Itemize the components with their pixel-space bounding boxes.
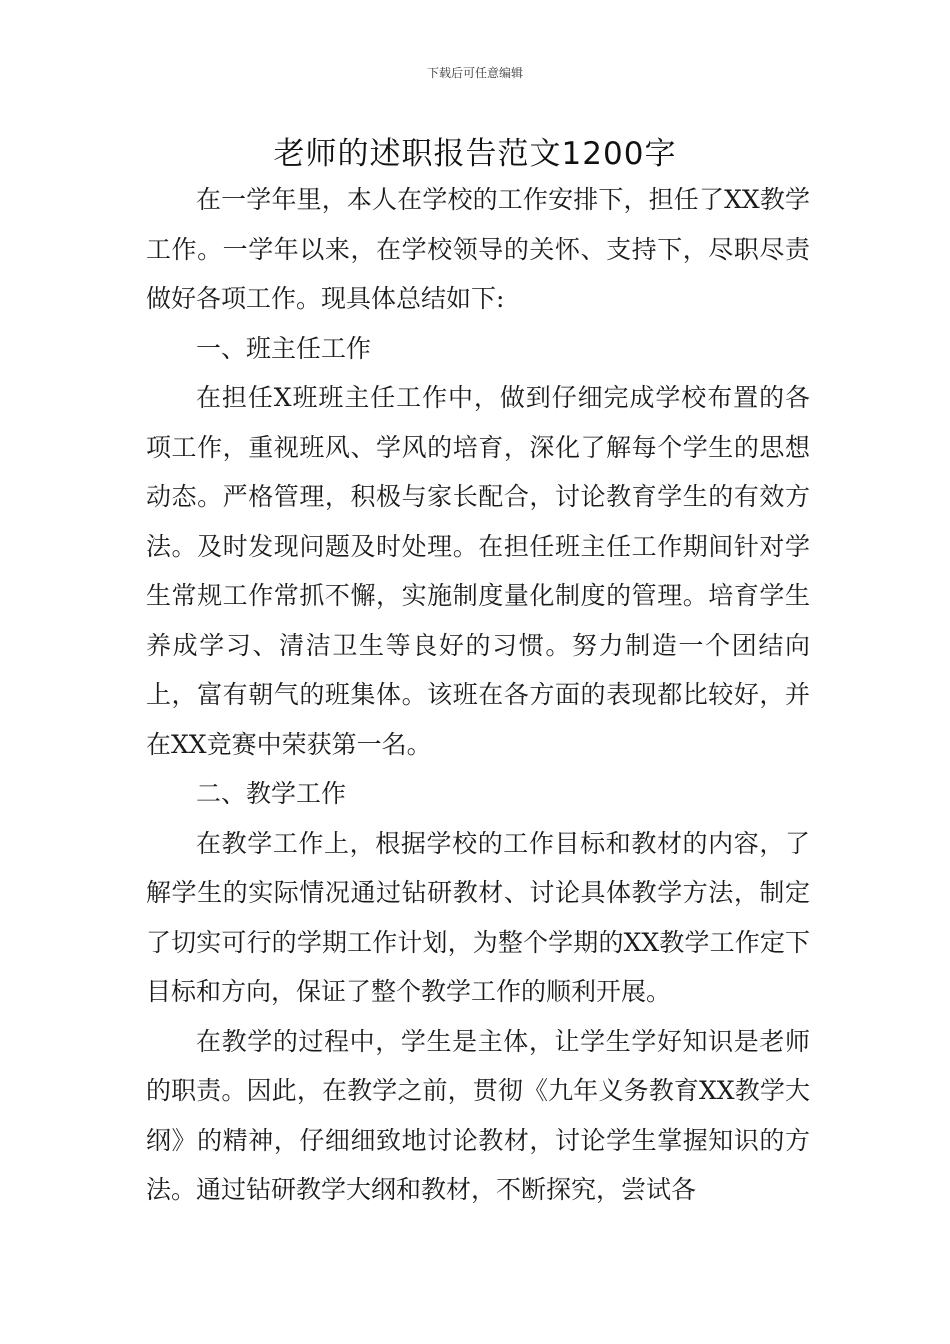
paragraph-teaching-plan: 在教学工作上，根据学校的工作目标和教材的内容，了解学生的实际情况通过钻研教材、讨论具体教学方法，制定了切实可行的学期工作计划，为整个学期的XX教学工作定下目标和方向，保证了整个教学工作的顺利开展。 bbox=[146, 828, 810, 1006]
section-heading-head-teacher: 一、班主任工作 bbox=[196, 333, 372, 363]
paragraph-head-teacher: 在担任X班班主任工作中，做到仔细完成学校布置的各项工作，重视班风、学风的培育，深化了解每个学生的思想动态。严格管理，积极与家长配合，讨论教育学生的有效方法。及时发现问题及时处理。在担任班主任工作期间针对学生常规工作常抓不懈，实施制度量化制度的管理。培育学生养成学习、清洁卫生等良好的习惯。努力制造一个团结向上，富有朝气的班集体。该班在各方面的表现都比较好，并在XX竞赛中荣获第一名。 bbox=[146, 383, 810, 759]
paragraph-teaching-process: 在教学的过程中，学生是主体，让学生学好知识是老师的职责。因此，在教学之前，贯彻《九年义务教育XX教学大纲》的精神，仔细细致地讨论教材，讨论学生掌握知识的方法。通过钻研教学大纲和教材，不断探究，尝试各 bbox=[146, 1026, 810, 1204]
header-note: 下载后可任意编辑 bbox=[426, 66, 523, 80]
document-title: 老师的述职报告范文1200字 bbox=[273, 136, 677, 172]
paragraph-intro: 在一学年里，本人在学校的工作安排下，担任了XX教学工作。一学年以来，在学校领导的关怀、支持下，尽职尽责做好各项工作。现具体总结如下: bbox=[146, 185, 810, 313]
section-heading-teaching: 二、教学工作 bbox=[196, 779, 347, 808]
document-body bbox=[146, 175, 810, 1215]
